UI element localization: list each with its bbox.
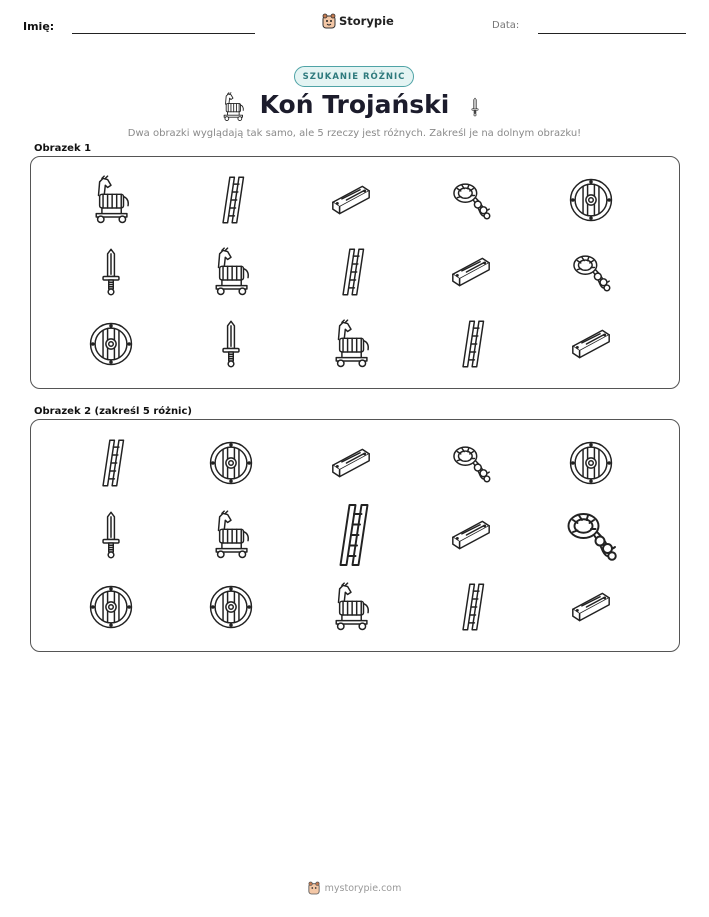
ladder-icon — [208, 175, 254, 225]
date-label: Data: — [492, 20, 520, 31]
shield-icon — [568, 438, 614, 488]
plank-icon — [328, 175, 374, 225]
picture-item[interactable] — [66, 572, 156, 642]
plank-icon — [568, 582, 614, 632]
picture-item — [426, 165, 516, 235]
picture-item — [546, 165, 636, 235]
picture-2-label: Obrazek 2 (zakreśl 5 różnic) — [34, 406, 192, 417]
picture-item[interactable] — [66, 428, 156, 498]
picture-item — [306, 165, 396, 235]
picture-item[interactable] — [186, 500, 276, 570]
picture-item[interactable] — [546, 500, 636, 570]
page-title: Koń Trojański — [259, 90, 450, 119]
trojan-horse-icon — [88, 175, 134, 225]
footer-url: mystorypie.com — [324, 882, 402, 894]
picture-1-label: Obrazek 1 — [34, 143, 92, 154]
category-badge: SZUKANIE RÓŻNIC — [294, 66, 414, 87]
picture-item — [546, 237, 636, 307]
sword-icon — [208, 319, 254, 369]
rope-icon — [568, 247, 614, 297]
shield-icon — [568, 175, 614, 225]
brand-name: Storypie — [339, 14, 394, 28]
ladder-icon — [448, 582, 494, 632]
picture-item — [186, 309, 276, 379]
picture-1-panel — [30, 156, 680, 389]
rope-icon — [448, 175, 494, 225]
ladder-icon — [448, 319, 494, 369]
plank-icon — [448, 247, 494, 297]
picture-item[interactable] — [306, 572, 396, 642]
picture-2-panel[interactable] — [30, 419, 680, 652]
plank-icon — [328, 438, 374, 488]
trojan-horse-icon — [328, 582, 374, 632]
storypie-mascot-icon — [308, 881, 320, 895]
picture-item[interactable] — [546, 428, 636, 498]
rope-icon — [560, 502, 622, 568]
picture-item[interactable] — [306, 428, 396, 498]
picture-item — [426, 237, 516, 307]
shield-icon — [208, 582, 254, 632]
picture-item — [546, 309, 636, 379]
instructions: Dwa obrazki wyglądają tak samo, ale 5 rzeczy jest różnych. Zakreśl je na dolnym obrazku! — [127, 128, 582, 139]
shield-icon — [88, 319, 134, 369]
sword-icon — [88, 247, 134, 297]
picture-item — [66, 237, 156, 307]
sword-icon — [88, 510, 134, 560]
sword-icon — [466, 92, 484, 122]
date-field[interactable] — [538, 33, 686, 34]
footer — [0, 881, 709, 895]
name-field[interactable] — [72, 33, 255, 34]
picture-item — [306, 237, 396, 307]
picture-item — [186, 237, 276, 307]
picture-item — [306, 309, 396, 379]
picture-item — [66, 165, 156, 235]
picture-item — [426, 309, 516, 379]
ladder-icon — [88, 438, 134, 488]
picture-item[interactable] — [546, 572, 636, 642]
picture-item[interactable] — [426, 572, 516, 642]
picture-item[interactable] — [186, 572, 276, 642]
picture-item[interactable] — [186, 428, 276, 498]
picture-item[interactable] — [306, 500, 396, 570]
rope-icon — [448, 438, 494, 488]
picture-item[interactable] — [426, 428, 516, 498]
trojan-horse-icon — [208, 247, 254, 297]
picture-item[interactable] — [426, 500, 516, 570]
brand-logo — [322, 13, 394, 29]
storypie-mascot-icon — [322, 13, 336, 29]
picture-item — [186, 165, 276, 235]
ladder-icon — [320, 502, 382, 568]
shield-icon — [88, 582, 134, 632]
plank-icon — [568, 319, 614, 369]
name-label: Imię: — [23, 20, 55, 33]
ladder-icon — [328, 247, 374, 297]
picture-item — [66, 309, 156, 379]
trojan-horse-icon — [208, 510, 254, 560]
shield-icon — [208, 438, 254, 488]
trojan-horse-icon — [328, 319, 374, 369]
plank-icon — [448, 510, 494, 560]
picture-item[interactable] — [66, 500, 156, 570]
